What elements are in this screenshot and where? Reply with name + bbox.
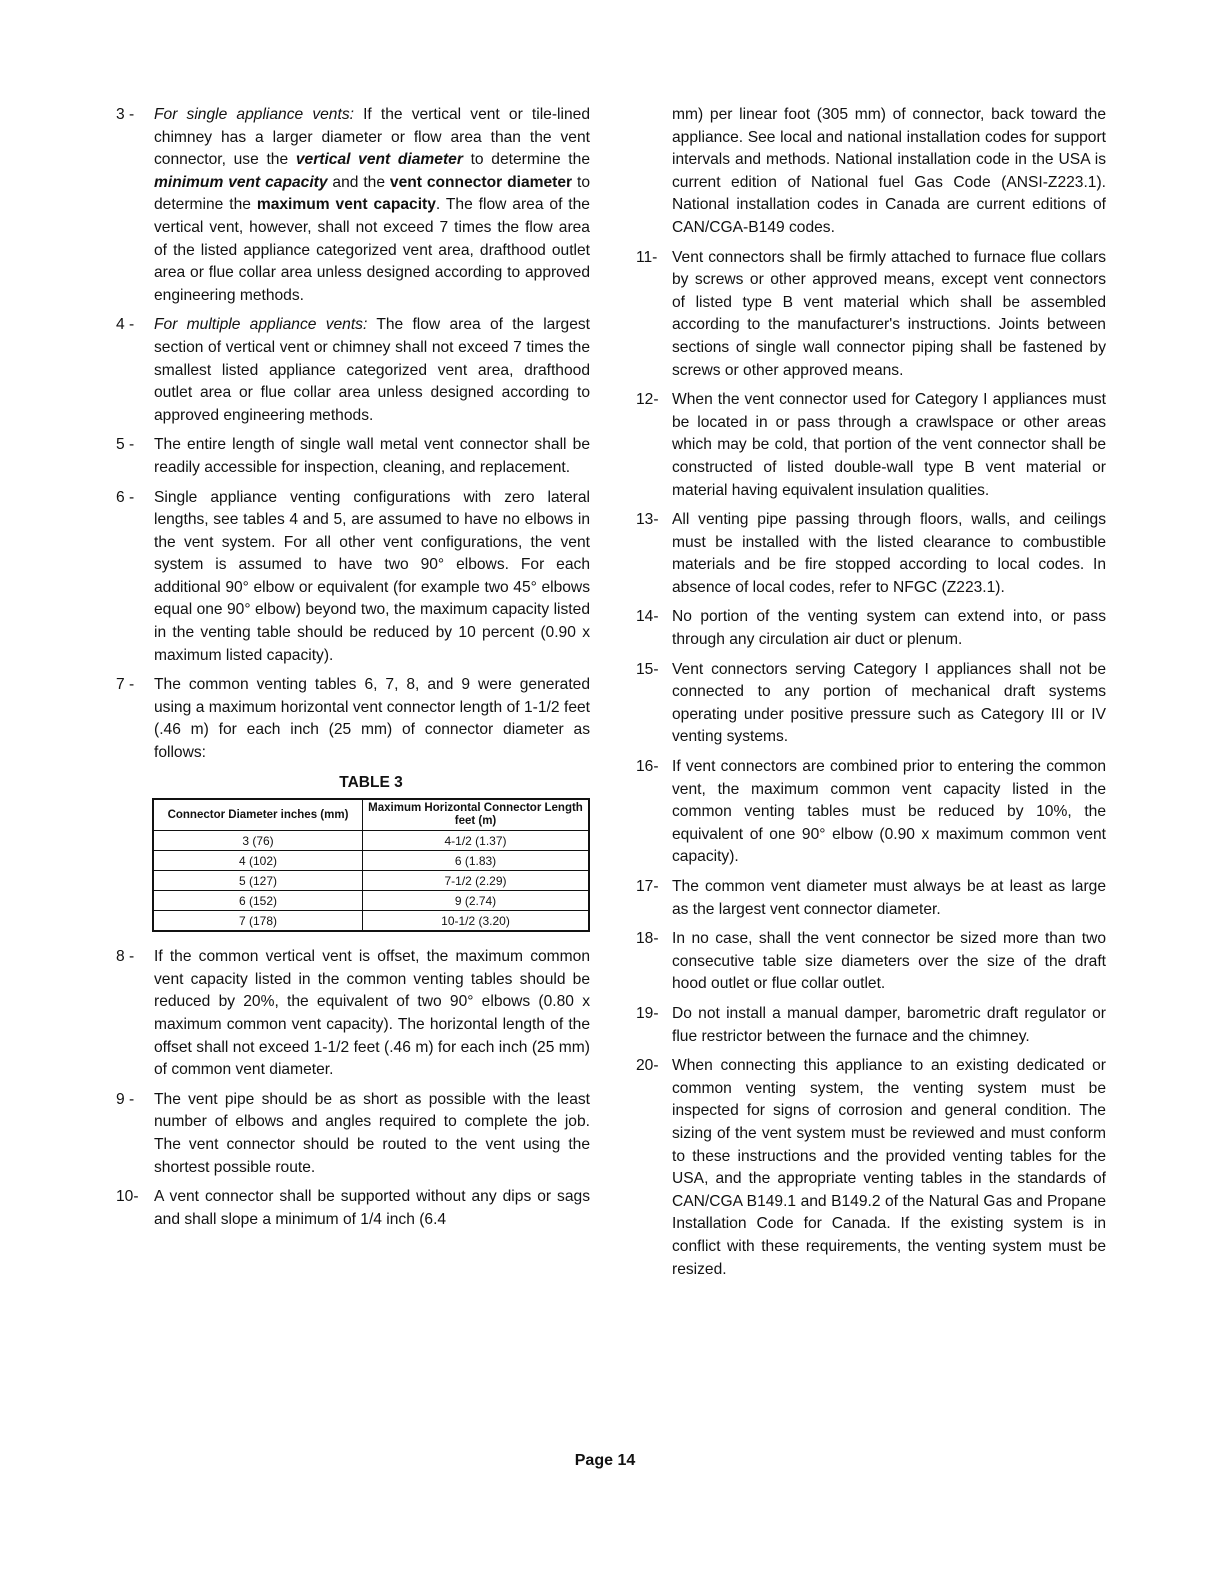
list-item xyxy=(116,487,590,668)
table-row xyxy=(153,911,589,932)
item-text: When the vent connector used for Category I appliances must be located in or pass through a crawlspace or other areas which may be cold, that portion of the vent connector shall be constructed of listed double-wall type B vent material or material having equivalent insulation qualities. xyxy=(672,391,1106,499)
item-number: 14- xyxy=(636,608,659,626)
list-item xyxy=(116,434,590,479)
item-text: If vent connectors are combined prior to entering the common vent, the maximum common vent capacity listed in the common venting tables must be reduced by 10%, the equivalent of one 90° elbow (0.90 x maximum common vent capacity). xyxy=(672,758,1106,866)
item-text: Do not install a manual damper, barometric draft regulator or flue restrictor between the furnace and the chimney. xyxy=(672,1004,1106,1045)
item-text: A vent connector shall be supported without any dips or sags and shall slope a minimum of 1/4 inch (6.4 xyxy=(154,1188,590,1228)
text-run: to determine the xyxy=(462,151,590,169)
item-number: 18- xyxy=(636,930,659,948)
list-item xyxy=(636,928,1106,996)
item-text: The common venting tables 6, 7, 8, and 9 were generated using a maximum horizontal vent connector length of 1-1/2 feet (.46 m) for each inch (25 mm) of connector diameter as follows: xyxy=(154,676,590,762)
table-cell: 3 (76) xyxy=(153,831,363,851)
list-item xyxy=(636,389,1106,502)
emphasis: minimum vent capacity xyxy=(154,173,328,191)
item-number: 6 - xyxy=(116,488,135,506)
item-number: 16- xyxy=(636,758,659,776)
table-cell: 9 (2.74) xyxy=(363,891,590,911)
item-text: Vent connectors shall be firmly attached to furnace flue collars by screws or other approved means, except vent connectors of listed type B vent material which shall be assembled according to the manufacturer's instructions. Joints between sections of single wall connector piping shall be fastened by screws or other approved means. xyxy=(672,248,1106,379)
item-number: 3 - xyxy=(116,106,135,123)
list-item xyxy=(636,247,1106,383)
item-number: 5 - xyxy=(116,436,135,454)
item-number: 17- xyxy=(636,878,659,895)
item-text: The common vent diameter must always be at least as large as the largest vent connector diameter. xyxy=(672,878,1106,918)
emphasis: vertical vent diameter xyxy=(295,151,463,169)
item-text: If the common vertical vent is offset, the maximum common vent capacity listed in the common venting tables should be reduced by 20%, the equivalent of two 90° elbows (0.80 x maximum common vent capacity). The horizontal length of the offset shall not exceed 1-1/2 feet (.46 m) for each inch (25 mm) of common vent diameter. xyxy=(154,948,590,1079)
table-row xyxy=(153,831,589,851)
item-text: Single appliance venting configurations with zero lateral lengths, see tables 4 and 5, are assumed to have no elbows in the vent system. For all other vent configurations, the vent system is assumed to have two 90° elbows. For each additional 90° elbow or equivalent (for example two 45° elbows equal one 90° elbow) beyond two, the maximum capacity listed in the venting table should be reduced by 10 percent (0.90 x maximum listed capacity). xyxy=(154,488,590,664)
list-item xyxy=(636,1003,1106,1048)
list-item xyxy=(636,756,1106,869)
page-number: Page 14 xyxy=(574,1452,636,1469)
item-text: No portion of the venting system can extend into, or pass through any circulation air duct or plenum. xyxy=(672,608,1106,649)
table-row xyxy=(153,851,589,871)
column-header: Maximum Horizontal Connector Length feet (m) xyxy=(363,799,590,831)
item-number: 15- xyxy=(636,660,659,678)
item-number: 4 - xyxy=(116,316,135,334)
list-item xyxy=(116,1186,590,1231)
list-item xyxy=(636,659,1106,749)
list-item xyxy=(636,606,1106,651)
list-item xyxy=(116,946,590,1082)
item-number: 19- xyxy=(636,1004,659,1022)
list-item xyxy=(636,1055,1106,1281)
item-number: 20- xyxy=(636,1057,659,1075)
column-header: Connector Diameter inches (mm) xyxy=(153,799,363,831)
table-cell: 6 (152) xyxy=(153,891,363,911)
item-number: 9 - xyxy=(116,1090,135,1108)
list-item xyxy=(116,104,590,307)
list-item-continuation xyxy=(636,104,1106,240)
table-cell: 7 (178) xyxy=(153,911,363,932)
item-number-spacer xyxy=(636,104,672,240)
table-cell: 5 (127) xyxy=(153,871,363,891)
item-number: 10- xyxy=(116,1188,139,1206)
item-text xyxy=(154,104,590,307)
text-run: . The flow area of the vertical vent, however, shall not exceed 7 times the flow area of the listed appliance categorized vent area, drafthood outlet area or flue collar area unless designed according to approved engineering methods. xyxy=(154,196,590,304)
list-item xyxy=(116,314,590,427)
text-run: The flow area of the largest section of vertical vent or chimney shall not exceed 7 times the smallest listed appliance categorized vent area, drafthood outlet area or flue collar area unless designed according to approved engineering methods. xyxy=(154,316,590,424)
table-row xyxy=(153,871,589,891)
item-lead: For multiple appliance vents: xyxy=(154,316,368,334)
item-number: 8 - xyxy=(116,948,135,966)
item-text: Vent connectors serving Category I appliances shall not be connected to any portion of mechanical draft systems operating under positive pressure such as Category III or IV venting systems. xyxy=(672,660,1106,746)
right-column xyxy=(636,104,1106,1288)
item-text: All venting pipe passing through floors, walls, and ceilings must be installed with the listed clearance to combustible materials and be fire stopped according to local codes. In absence of local codes, refer to NFGC (Z223.1). xyxy=(672,511,1106,596)
list-item xyxy=(636,876,1106,921)
item-number: 7 - xyxy=(116,676,135,694)
item-text: When connecting this appliance to an existing dedicated or common venting system, the venting system must be inspected for signs of corrosion and general condition. The sizing of the vent system must be reviewed and must conform to these instructions and the provided venting tables for the USA, and the appropriate venting tables in the standards of CAN/CGA B149.1 and B149.2 of the Natural Gas and Propane Installation Code for Canada. If the existing system is in conflict with these requirements, the venting system must be resized. xyxy=(672,1057,1106,1278)
table-row xyxy=(153,891,589,911)
table-cell: 4 (102) xyxy=(153,851,363,871)
emphasis: vent connector diameter xyxy=(389,173,573,191)
item-number: 12- xyxy=(636,391,659,409)
item-number: 11- xyxy=(636,248,658,266)
table-cell: 7-1/2 (2.29) xyxy=(363,871,590,891)
connector-length-table xyxy=(152,798,590,932)
item-text: The vent pipe should be as short as possible with the least number of elbows and angles required to complete the job. The vent connector should be routed to the vent using the shortest possible route. xyxy=(154,1090,590,1176)
item-lead: For single appliance vents: xyxy=(154,106,354,123)
table-cell: 10-1/2 (3.20) xyxy=(363,911,590,932)
item-number: 13- xyxy=(636,511,659,529)
table-header-row xyxy=(153,799,589,831)
item-text: The entire length of single wall metal vent connector shall be readily accessible for inspection, cleaning, and replacement. xyxy=(154,436,590,476)
left-column xyxy=(116,104,590,1238)
item-text: mm) per linear foot (305 mm) of connector, back toward the appliance. See local and national installation codes for support intervals and methods. National installation code in the USA is current edition of National fuel Gas Code (ANSI-Z223.1). National installation codes in Canada are current editions of CAN/CGA-B149 codes. xyxy=(672,106,1106,236)
list-item xyxy=(116,674,590,764)
table-cell: 4-1/2 (1.37) xyxy=(363,831,590,851)
table-cell: 6 (1.83) xyxy=(363,851,590,871)
text-run: If the vertical vent or tile-lined chimney has a larger diameter or flow area than the vent connector, use the xyxy=(154,106,590,169)
item-text: In no case, shall the vent connector be sized more than two consecutive table size diameters over the size of the draft hood outlet or flue collar outlet. xyxy=(672,930,1106,993)
text-run: and the xyxy=(327,173,390,191)
table-caption: TABLE 3 xyxy=(339,773,403,791)
text-run: to determine the xyxy=(154,173,590,214)
item-text xyxy=(154,314,590,427)
emphasis: maximum vent capacity xyxy=(256,196,436,214)
list-item xyxy=(636,509,1106,599)
list-item xyxy=(116,1089,590,1179)
